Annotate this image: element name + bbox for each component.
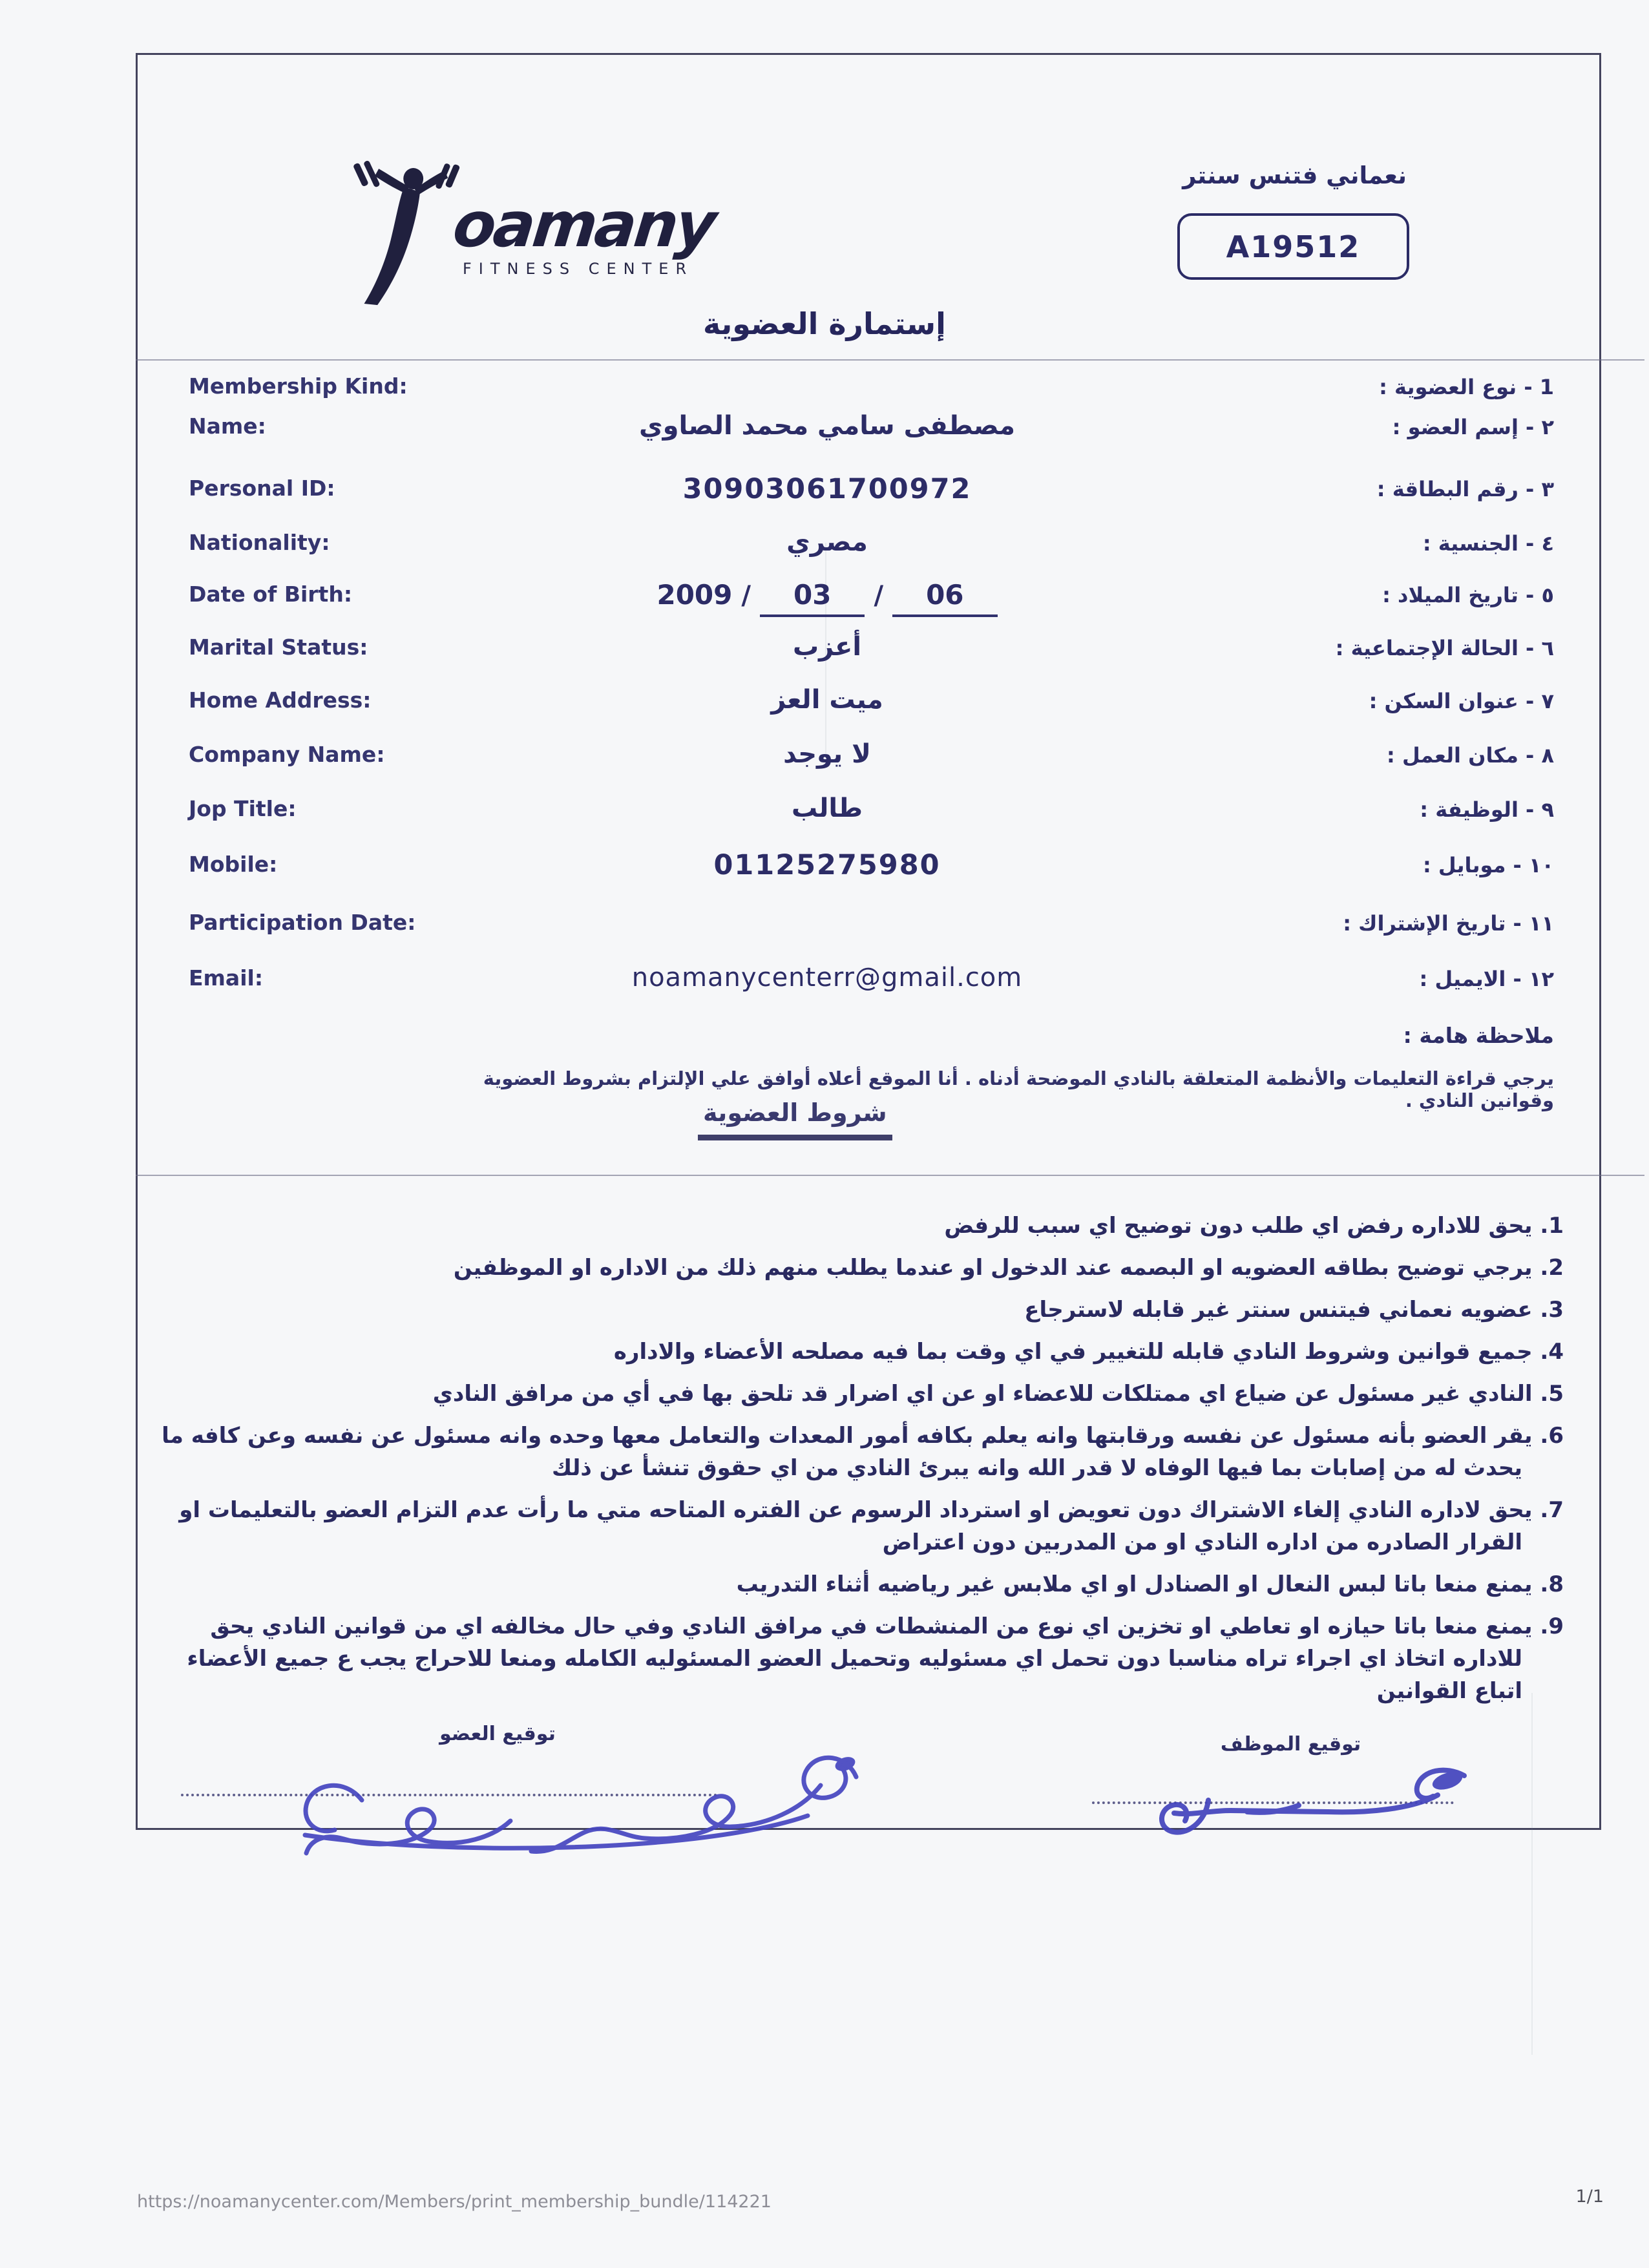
label-ar: ٩ - الوظيفة :	[1420, 797, 1554, 822]
label-ar: ٣ - رقم البطاقة :	[1376, 477, 1554, 501]
label-ar: ٢ - إسم العضو :	[1392, 415, 1554, 439]
label-ar: ١٢ - الايميل :	[1419, 967, 1554, 991]
field-value: noamanycenterr@gmail.com	[631, 963, 1023, 992]
row-mobile	[0, 849, 1649, 893]
row-marital-status	[0, 632, 1649, 676]
label-en: Participation Date:	[189, 910, 416, 935]
row-home-address	[0, 685, 1649, 729]
row-email	[0, 965, 1649, 1007]
label-en: Personal ID:	[189, 476, 335, 501]
dob-year: 2009	[656, 579, 733, 611]
row-nationality	[0, 527, 1649, 571]
staff-signature	[1086, 1763, 1486, 1840]
important-note-body: يرجي قراءة التعليمات والأنظمة المتعلقة بالنادي الموضحة أدناه . أنا الموقع أعلاه أوافق علي الإلتزام بشروط العضوية وقوانين النادي .	[483, 1067, 1554, 1111]
noamany-logo	[352, 160, 718, 309]
label-ar: 1 - نوع العضوية :	[1379, 375, 1554, 399]
row-personal-id	[0, 473, 1649, 517]
term-item: 5. النادي غير مسئول عن ضياع اي ممتلكات للاعضاء او عن اي اضرار قد تلحق بها في أي من مرافق النادي	[432, 1381, 1564, 1407]
term-item: 1. يحق للاداره رفض اي طلب دون توضيح اي سبب للرفض	[944, 1213, 1564, 1239]
membership-code-box	[1177, 213, 1409, 280]
row-membership-kind	[0, 373, 1649, 415]
field-value: 01125275980	[713, 849, 941, 881]
label-ar: ١٠ - موبايل :	[1422, 853, 1554, 877]
member-signature	[149, 1737, 892, 1860]
term-item: 9. يمنع منعا باتا حيازه او تعاطي او تخزين اي نوع من المنشطات في مرافق النادي وفي حال مخالفه اي من قوانين النادي يحق للاداره اتخاذ اي اجراء تراه مناسبا دون تحمل اي مسئوليه وتحميل العضو المسئوليه الكامله ومنعا للاحراج يجب ع جميع الأعضاء اتباع القوانين	[187, 1613, 1564, 1704]
label-en: Jop Title:	[189, 796, 297, 821]
field-value: أعزب	[792, 632, 862, 662]
brand-name-arabic: نعماني فتنس سنتر	[1182, 162, 1407, 189]
label-en: Nationality:	[189, 530, 330, 555]
label-en: Company Name:	[189, 742, 385, 767]
field-value: مصري	[786, 527, 868, 557]
label-ar: ٥ - تاريخ الميلاد :	[1382, 583, 1554, 607]
logo-wordmark: oamany	[450, 189, 718, 261]
label-en: Name:	[189, 414, 266, 439]
terms-list	[155, 1210, 1564, 1717]
field-value: مصطفى سامي محمد الصاوي	[639, 411, 1015, 441]
label-en: Home Address:	[189, 688, 372, 713]
divider	[136, 1175, 1644, 1176]
scan-artifact-line	[1531, 1693, 1533, 2055]
important-note-heading: ملاحظة هامة :	[1403, 1023, 1554, 1048]
label-ar: ٦ - الحالة الإجتماعية :	[1335, 636, 1554, 660]
label-en: Membership Kind:	[189, 373, 408, 399]
label-en: Email:	[189, 965, 264, 991]
row-name	[0, 411, 1649, 455]
member-signature-label: توقيع العضو	[439, 1723, 556, 1745]
term-item: 4. جميع قوانين وشروط النادي قابله للتغيير في اي وقت بما فيه مصلحه الأعضاء والاداره	[613, 1339, 1564, 1365]
label-ar: ١١ - تاريخ الإشتراك :	[1343, 911, 1554, 936]
dob-day: 06	[892, 579, 997, 617]
row-participation-date	[0, 910, 1649, 951]
terms-heading: شروط العضوية	[698, 1098, 892, 1140]
row-date-of-birth	[0, 579, 1649, 623]
field-value: ميت العز	[771, 685, 883, 715]
term-item: 8. يمنع منعا باتا لبس النعال او الصنادل او اي ملابس غير رياضيه أثناء التدريب	[736, 1571, 1564, 1597]
divider	[136, 359, 1644, 361]
page-indicator: 1/1	[1575, 2187, 1604, 2207]
field-value: 30903061700972	[682, 473, 972, 505]
term-item: 2. يرجي توضيح بطاقه العضويه او البصمه عند الدخول او عندما يطلب منهم ذلك من الاداره او الموظفين	[453, 1255, 1564, 1281]
row-job-title	[0, 793, 1649, 837]
term-item: 6. يقر العضو بأنه مسئول عن نفسه ورقابتها وانه يعلم بكافه أمور المعدات والتعامل معها وحده وانه مسئول عن نفسه وعن كافه ما يحدث له من إصابات بما فيها الوفاه لا قدر الله وانه يبرئ النادي من اي حقوق تنشأ عن ذلك	[162, 1423, 1564, 1481]
dob-separator: /	[741, 581, 751, 611]
staff-signature-label: توقيع الموظف	[1220, 1733, 1361, 1756]
label-en: Mobile:	[189, 852, 278, 877]
term-item: 7. يحق لاداره النادي إلغاء الاشتراك دون تعويض او استرداد الرسوم عن الفتره المتاحه متي ما رأت عدم التزام العضو بالتعليمات او القرار الصادره من اداره النادي او من المدربين دون اعتراض	[179, 1497, 1564, 1555]
form-title: إستمارة العضوية	[703, 306, 946, 341]
label-ar: ٧ - عنوان السكن :	[1369, 689, 1554, 713]
field-value: طالب	[791, 793, 863, 823]
dob-separator: /	[874, 581, 884, 611]
term-item: 3. عضويه نعماني فيتنس سنتر غير قابله لاسترجاع	[1024, 1297, 1564, 1323]
label-en: Date of Birth:	[189, 582, 353, 607]
weightlifter-dumbbell-figure-icon	[352, 160, 465, 309]
logo-subtitle: FITNESS CENTER	[463, 260, 694, 278]
print-source-url: https://noamanycenter.com/Members/print_membership_bundle/114221	[137, 2192, 772, 2212]
label-ar: ٤ - الجنسية :	[1422, 531, 1554, 556]
label-ar: ٨ - مكان العمل :	[1387, 743, 1554, 768]
field-value-dob	[388, 579, 1266, 611]
field-value: لا يوجد	[783, 739, 871, 769]
dob-month: 03	[760, 579, 865, 617]
row-company-name	[0, 739, 1649, 783]
label-en: Marital Status:	[189, 635, 368, 660]
membership-code: A19512	[1226, 229, 1361, 264]
